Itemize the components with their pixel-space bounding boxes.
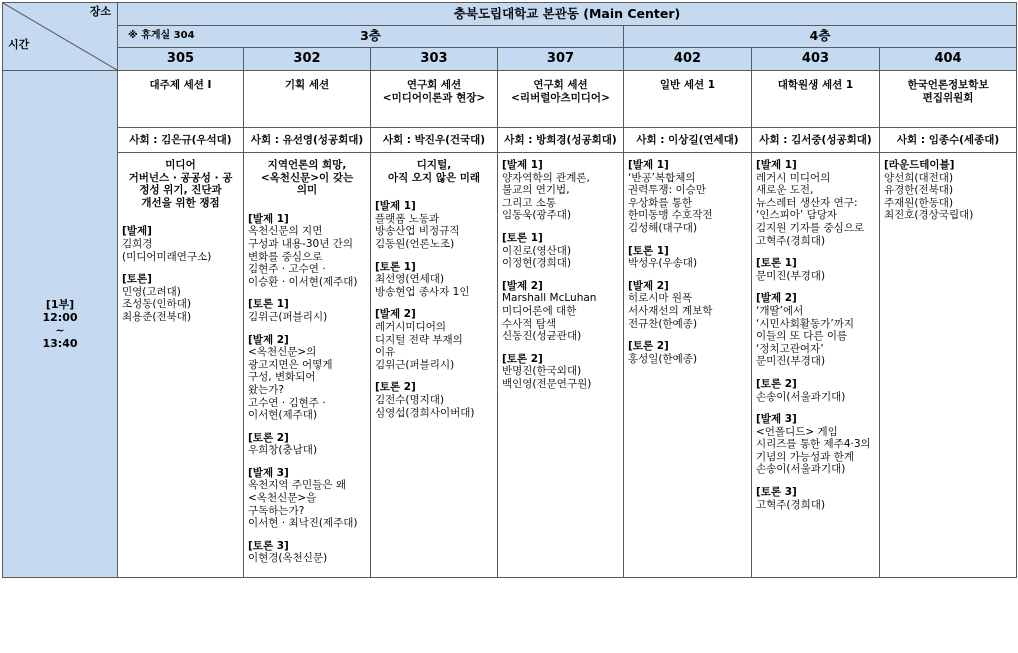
session-section (502, 159, 619, 222)
section-label: [토론 3] (248, 539, 289, 552)
time-slot-start: 12:00 (42, 311, 78, 325)
section-label: [토론 1] (756, 257, 797, 270)
session-title: 연구회 세션 (406, 79, 462, 91)
session-title: 일반 세션 1 (659, 79, 716, 91)
room-305: 305 (118, 48, 244, 71)
section-label: [발제 1] (628, 159, 669, 171)
section-line: 히로시마 원폭 (628, 292, 693, 305)
section-line: 최용준(전북대) (122, 310, 192, 323)
section-line: 구독하는가? (248, 504, 305, 517)
section-line: 디지털 전략 부재의 (375, 333, 463, 346)
section-label: [발제 2] (756, 292, 797, 305)
section-line: 고혁주(경희대) (756, 234, 826, 247)
section-line: ‘반공’복합체의 (628, 171, 696, 184)
section-label: [발제 2] (502, 279, 543, 292)
session-body (371, 153, 498, 578)
session-body (624, 153, 752, 578)
session-section (756, 486, 875, 511)
session-section (628, 159, 747, 235)
session-topic-line: 미디어 (165, 159, 196, 171)
session-section (756, 378, 875, 403)
time-slot-part: [1부] (45, 298, 75, 312)
section-line: 변화를 중심으로 (248, 250, 323, 263)
place-label: 장소 (89, 5, 111, 18)
session-title-cell (498, 71, 624, 128)
session-topic-line: <옥천신문>이 갖는 (260, 171, 354, 184)
room-402: 402 (624, 48, 752, 71)
section-label: [토론 3] (756, 486, 797, 499)
section-line: 서사재선의 계보학 (628, 304, 713, 317)
section-line: 옥천신문의 지면 (248, 225, 323, 238)
section-label: [발제 2] (628, 279, 669, 292)
session-section (248, 467, 366, 530)
section-line: 우상화를 통한 (628, 196, 693, 209)
section-line: 이서현(제주대) (248, 409, 318, 422)
section-label: [토론 1] (375, 260, 416, 273)
session-chair: 사회 : 이상길(연세대) (624, 128, 752, 153)
session-chair: 사회 : 임종수(세종대) (880, 128, 1017, 153)
session-title-cell (752, 71, 880, 128)
session-title: <리버럴아츠미디어> (511, 91, 610, 104)
session-section (628, 245, 747, 270)
section-line: 새로운 도전, (756, 184, 814, 197)
session-topic-line: 디지털, (416, 159, 452, 171)
section-line: 옥천지역 주민들은 왜 (248, 479, 346, 492)
session-topic-line: 아직 오지 않은 미래 (387, 171, 481, 184)
section-label: [토론] (122, 273, 152, 286)
section-line: 최선영(연세대) (375, 273, 445, 286)
section-line: 방송산업 비정규직 (375, 225, 460, 238)
section-line: 백인영(전문연구원) (502, 377, 592, 390)
section-line: 유경한(전북대) (884, 184, 954, 197)
session-topic-line: 개선을 위한 쟁점 (141, 196, 220, 209)
session-topic-line: 거버넌스 · 공공성 · 공 (128, 171, 233, 184)
session-title: 대주제 세션 I (149, 79, 212, 91)
section-label: [발제 2] (375, 308, 416, 321)
section-line: 이서현 · 최낙진(제주대) (248, 517, 358, 530)
session-section (375, 261, 493, 299)
session-title-cell (118, 71, 244, 128)
session-topic (248, 159, 366, 197)
section-label: [토론 2] (628, 340, 669, 353)
section-label: [발제 1] (375, 200, 416, 213)
section-line: 조성동(인하대) (122, 298, 192, 311)
floor-3-label: 3층 (360, 28, 381, 44)
section-label: [라운드테이블] (884, 159, 955, 171)
session-section (502, 280, 619, 343)
session-section (756, 413, 875, 476)
section-label: [발제 1] (756, 159, 797, 171)
section-line: ‘시민사회활동가’까지 (756, 317, 854, 330)
session-topic-line: 정성 위기, 진단과 (139, 184, 222, 197)
section-line: 플랫폼 노동과 (375, 212, 440, 225)
time-slot-tilde: ~ (55, 324, 65, 338)
section-line: 문미진(부경대) (756, 355, 826, 368)
section-line: (미디어미래연구소) (122, 250, 212, 263)
section-line: 방송현업 종사자 1인 (375, 285, 470, 298)
section-label: [발제 1] (248, 212, 289, 225)
section-line: 신동진(성균관대) (502, 330, 582, 343)
section-line: 양자역학의 관계론, (502, 171, 590, 184)
section-line: 레거시 미디어의 (756, 171, 831, 184)
section-line: ‘정치고관여자’ (756, 342, 824, 355)
room-302: 302 (244, 48, 371, 71)
section-line: 뉴스레터 생산자 연구: (756, 196, 858, 209)
session-body (244, 153, 371, 578)
corner-header (3, 3, 118, 71)
section-line: 이승환 · 이서현(제주대) (248, 275, 358, 288)
section-label: [토론 2] (248, 431, 289, 444)
session-section (122, 273, 239, 323)
session-body (752, 153, 880, 578)
room-403: 403 (752, 48, 880, 71)
session-topic-line: 지역언론의 희망, (267, 159, 347, 171)
section-line: ‘인스피아’ 담당자 (756, 209, 838, 222)
session-chair: 사회 : 방희경(성공회대) (498, 128, 624, 153)
session-title-cell (371, 71, 498, 128)
section-label: [발제 1] (502, 159, 543, 171)
section-line: 김위근(퍼블리시) (375, 358, 455, 371)
session-section (122, 225, 239, 263)
section-line: 구성과 내용-30년 간의 (248, 237, 353, 250)
section-line: 고혁주(경희대) (756, 498, 826, 511)
session-title-cell (624, 71, 752, 128)
session-body (880, 153, 1017, 578)
session-chair: 사회 : 박진우(건국대) (371, 128, 498, 153)
section-line: 수사적 탐색 (502, 317, 557, 330)
section-label: [발제 2] (248, 333, 289, 346)
section-line: 김현주 · 고수연 · (248, 263, 326, 276)
section-label: [토론 2] (756, 377, 797, 390)
section-line: 레거시미디어의 (375, 320, 447, 333)
section-line: 그리고 소통 (502, 196, 557, 209)
section-line: 문미진(부경대) (756, 269, 826, 282)
session-chair: 사회 : 김서중(성공회대) (752, 128, 880, 153)
session-topic-line: 의미 (296, 184, 318, 197)
session-section (628, 280, 747, 330)
section-line: 김지원 기자를 중심으로 (756, 221, 865, 234)
section-line: 임동욱(광주대) (502, 209, 572, 222)
section-line: 김전수(명지대) (375, 393, 445, 406)
session-body (118, 153, 244, 578)
session-title: 기획 세션 (284, 79, 330, 91)
session-title-cell (244, 71, 371, 128)
section-label: [토론 2] (375, 381, 416, 394)
section-line: <언폴디드> 게임 (756, 425, 838, 438)
session-chair: 사회 : 김은규(우석대) (118, 128, 244, 153)
section-line: 불교의 연기법, (502, 184, 570, 197)
session-chair: 사회 : 유선영(성공회대) (244, 128, 371, 153)
section-line: 고수연 · 김현주 · (248, 396, 326, 409)
section-line: 이유 (375, 346, 396, 359)
section-line: <옥천신문>의 (248, 346, 317, 359)
section-line: 우희창(충남대) (248, 444, 318, 457)
floor-4-header (624, 26, 1017, 48)
section-line: Marshall McLuhan (502, 292, 597, 305)
time-slot-cell (3, 71, 118, 578)
section-line: 한미동맹 수호작전 (628, 209, 713, 222)
section-line: 광고지면은 어떻게 (248, 358, 333, 371)
room-404: 404 (880, 48, 1017, 71)
session-section (248, 540, 366, 565)
section-label: [발제 3] (248, 466, 289, 479)
section-line: 이현경(옥천신문) (248, 552, 328, 565)
section-label: [토론 2] (502, 352, 543, 365)
room-307: 307 (498, 48, 624, 71)
section-line: 미디어론에 대한 (502, 304, 577, 317)
session-topic (122, 159, 239, 209)
session-section (248, 334, 366, 422)
section-line: 이진로(영산대) (502, 244, 572, 257)
section-label: [발제 3] (756, 413, 797, 426)
session-section (756, 159, 875, 247)
time-label: 시간 (8, 38, 30, 52)
section-label: [발제] (122, 225, 152, 238)
session-title: 편집위원회 (922, 91, 974, 104)
floor-4-label: 4층 (809, 28, 831, 44)
session-section (502, 353, 619, 391)
section-line: 김동원(언론노조) (375, 237, 455, 250)
section-line: 기념의 가능성과 한계 (756, 450, 854, 463)
session-section (248, 432, 366, 457)
session-section (884, 159, 1012, 222)
section-line: 박성우(우송대) (628, 257, 698, 270)
section-line: 반명진(한국외대) (502, 365, 582, 378)
session-title: <미디어이론과 현장> (382, 91, 486, 104)
section-line: ‘개딸’에서 (756, 304, 804, 317)
section-line: 홍성일(한예종) (628, 352, 698, 365)
session-title: 대학원생 세션 1 (777, 79, 854, 91)
session-title-cell (880, 71, 1017, 128)
session-section (502, 232, 619, 270)
section-line: 이정현(경희대) (502, 257, 572, 270)
section-line: 손송이(서울과기대) (756, 390, 846, 403)
section-line: 최진호(경상국립대) (884, 209, 974, 222)
session-title: 한국언론정보학보 (907, 79, 989, 91)
session-body (498, 153, 624, 578)
section-line: 손송이(서울과기대) (756, 463, 846, 476)
section-label: [토론 1] (502, 231, 543, 244)
section-line: 구성, 변화되어 (248, 371, 316, 384)
section-line: 권력투쟁: 이승만 (628, 184, 706, 197)
section-line: 김위근(퍼블리시) (248, 310, 328, 323)
session-section (756, 257, 875, 282)
section-line: <옥천신문>을 (248, 492, 317, 505)
section-line: 이들의 또 다른 이름 (756, 330, 848, 343)
section-line: 주재원(한동대) (884, 196, 954, 209)
section-line: 김희경 (122, 237, 153, 250)
session-topic (375, 159, 493, 184)
time-slot-end: 13:40 (42, 337, 78, 351)
section-label: [토론 1] (248, 298, 289, 311)
session-section (628, 340, 747, 365)
session-section (756, 292, 875, 368)
session-section (248, 298, 366, 323)
section-label: [토론 1] (628, 244, 669, 257)
section-line: 왔는가? (248, 383, 285, 396)
session-section (375, 308, 493, 371)
section-line: 양선희(대전대) (884, 171, 954, 184)
session-section (375, 200, 493, 250)
venue-title: 충북도립대학교 본관동 (Main Center) (118, 3, 1017, 26)
section-line: 시리즈를 통한 제주4·3의 (756, 438, 871, 451)
room-303: 303 (371, 48, 498, 71)
schedule-table (2, 2, 1017, 578)
section-line: 전규찬(한예종) (628, 317, 698, 330)
session-section (375, 381, 493, 419)
floor-3-header (118, 26, 624, 48)
session-title: 연구회 세션 (533, 79, 588, 91)
section-line: 심영섭(경희사이버대) (375, 406, 475, 419)
lounge-note: ※ 휴게실 304 (128, 30, 195, 41)
section-line: 민영(고려대) (122, 285, 181, 298)
session-section (248, 213, 366, 289)
section-line: 김성해(대구대) (628, 221, 698, 234)
